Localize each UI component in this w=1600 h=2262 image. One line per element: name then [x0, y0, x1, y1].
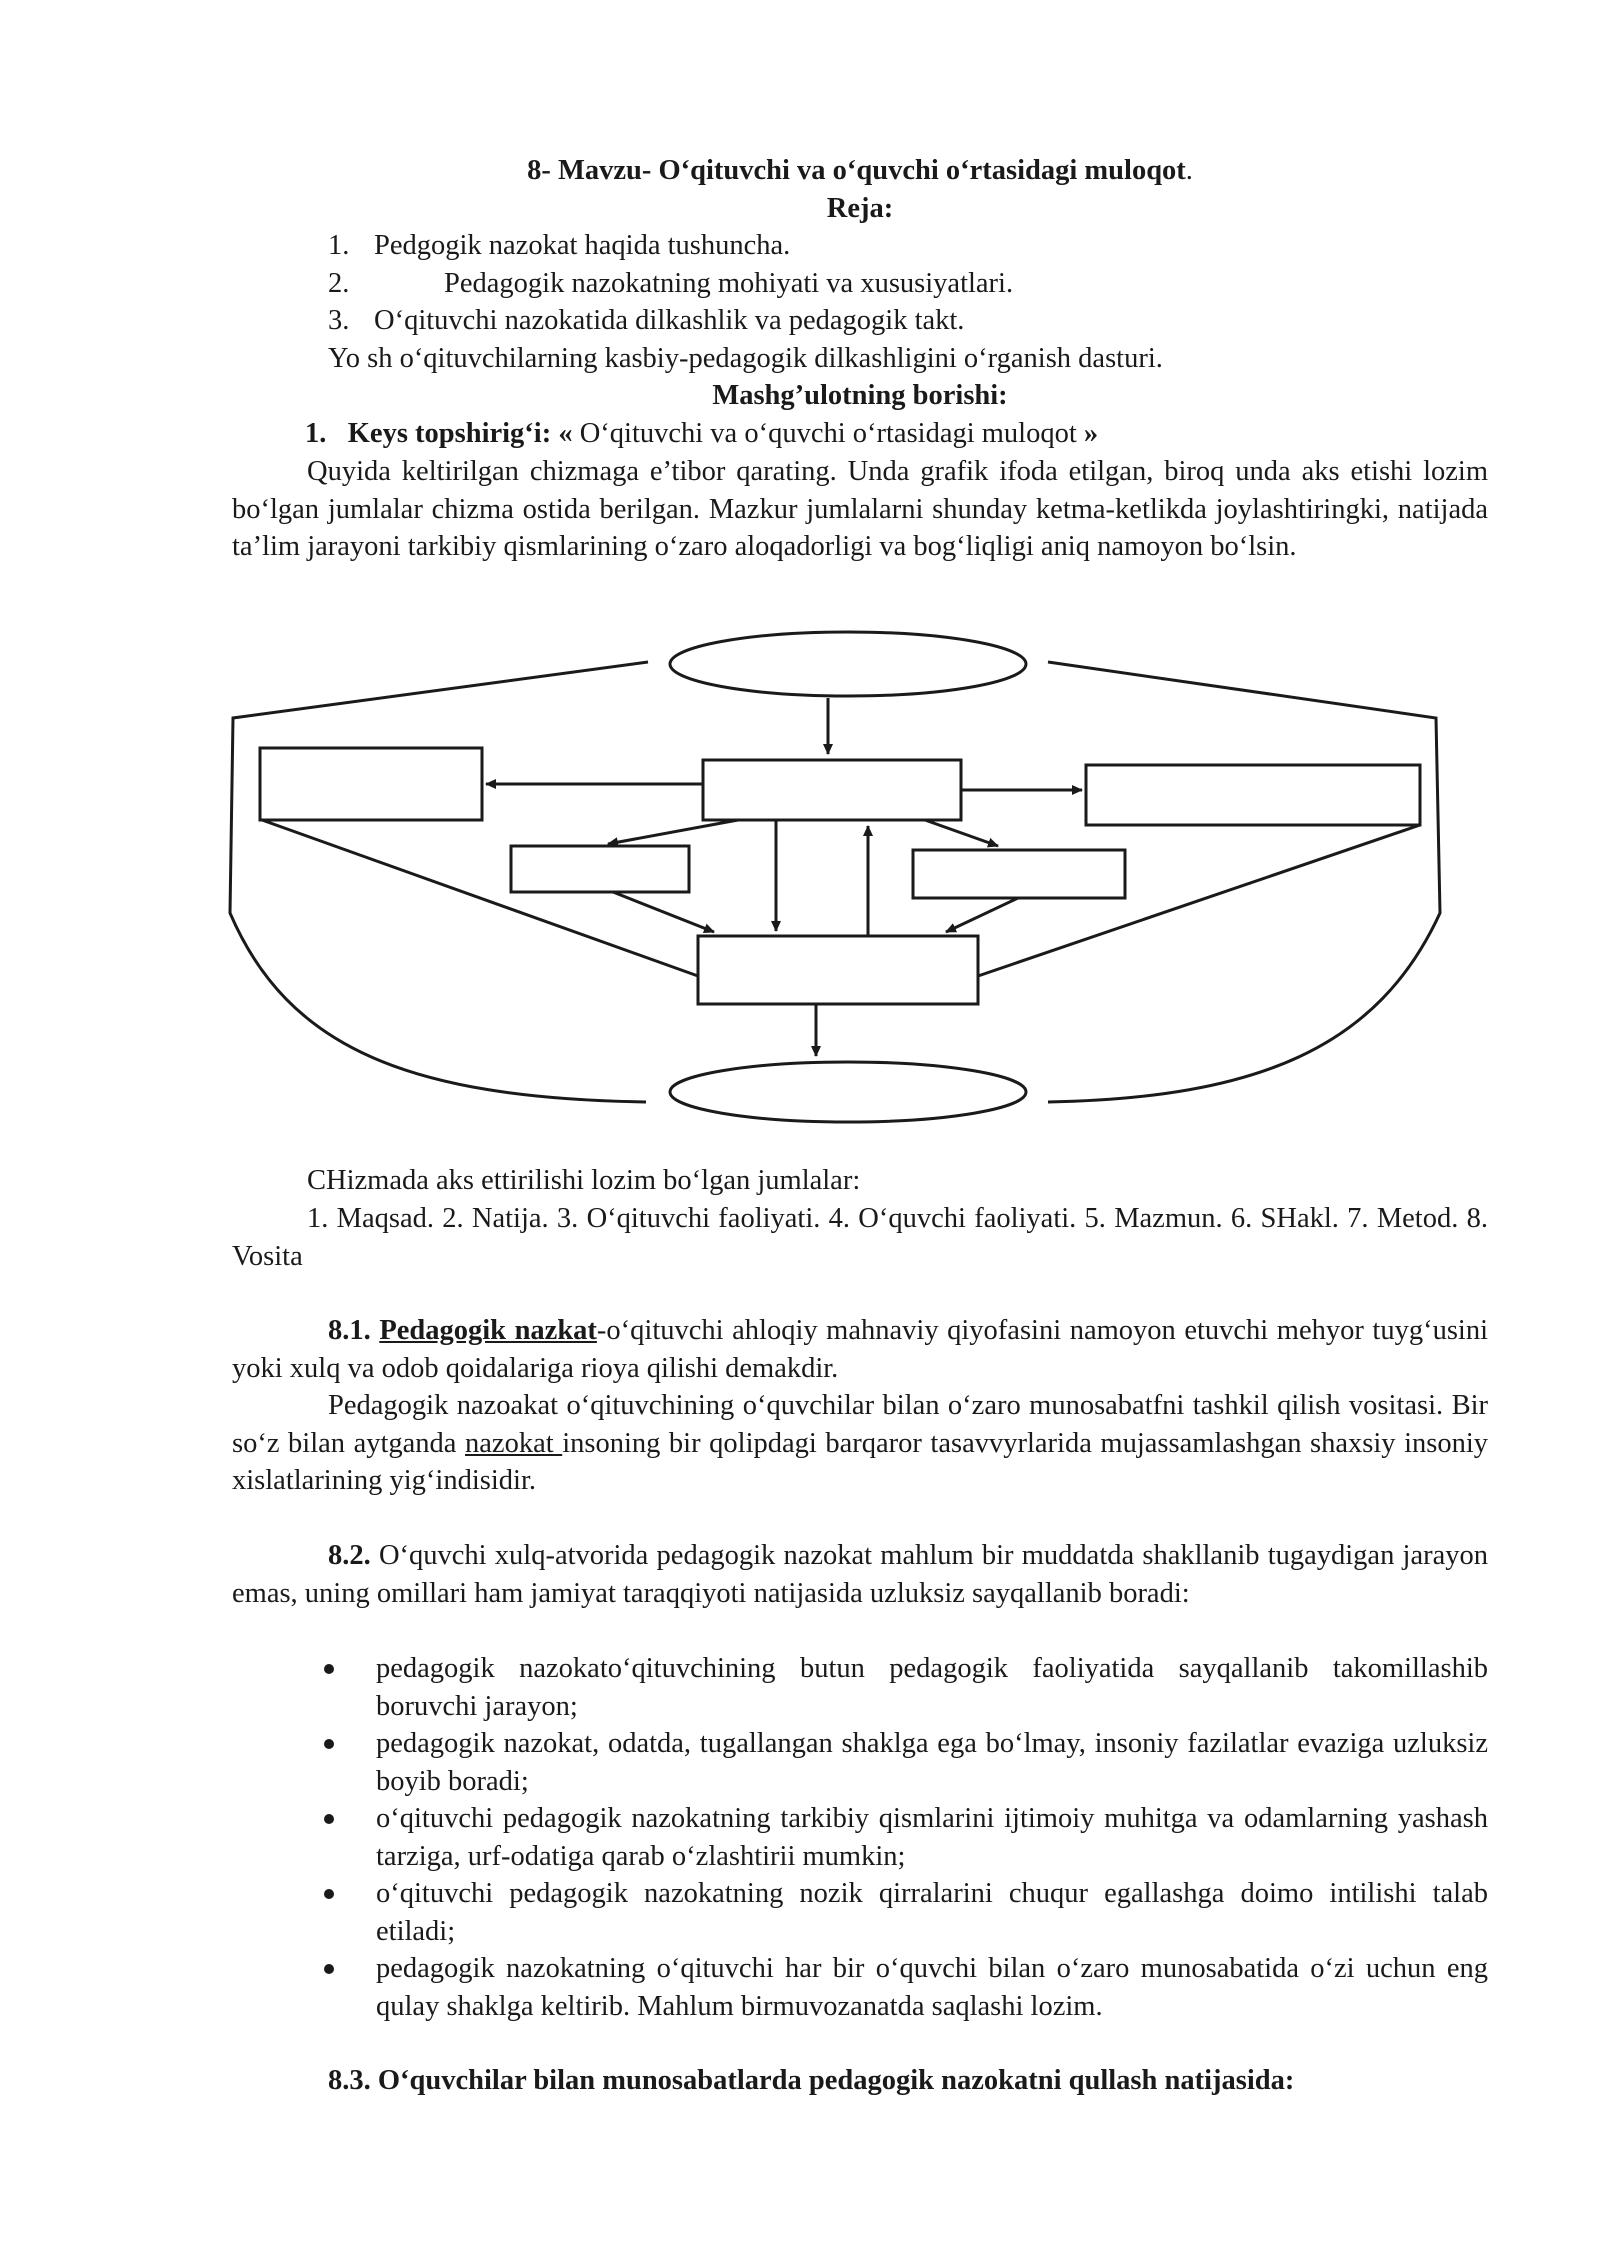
- left-small-box: [511, 846, 689, 892]
- list-item: o‘qituvchi pedagogik nazokatning tarkibiy qismlarini ijtimoiy muhitga va odamlarning yashash tarziga, urf-odatiga qarab o‘zlashtirii mumkin;: [232, 1800, 1488, 1875]
- plan-item: 2. Pedagogik nazokatning mohiyati va xususiyatlari.: [328, 267, 1014, 299]
- phrases-list: 1. Maqsad. 2. Natija. 3. O‘qituvchi faoliyati. 4. O‘quvchi faoliyati. 5. Mazmun. 6. SHakl. 7. Metod. 8. Vosita: [232, 1203, 1488, 1272]
- case-task: 1. Keys topshirig‘i: « O‘qituvchi va o‘quvchi o‘rtasidagi muloqot »: [305, 418, 1099, 449]
- connector-line: [978, 825, 1420, 976]
- phrases-heading: CHizmada aks ettirilishi lozim bo‘lgan jumlalar:: [307, 1165, 861, 1196]
- list-item: pedagogik nazokatning o‘qituvchi har bir o‘quvchi bilan o‘zaro munosabatida o‘zi uchun eng qulay shaklga keltirib. Mahlum birmuvozanatda saqlashi lozim.: [232, 1950, 1488, 2025]
- section-8-2-list: [232, 1650, 1488, 2025]
- bullet-icon: [324, 1664, 334, 1674]
- section-8-1: 8.1. Pedagogik nazkat-o‘qituvchi ahloqiy mahnaviy qiyofasini namoyon etuvchi mehyor tuyg‘usini yoki xulq va odob qoidalariga rioya qilishi demakdir.: [232, 1315, 1489, 1384]
- bullet-icon: [324, 1889, 334, 1899]
- bullet-icon: [324, 1739, 334, 1749]
- list-item: pedagogik nazokato‘qituvchining butun pedagogik faoliyatida sayqallanib takomillashib boruvchi jarayon;: [232, 1650, 1488, 1725]
- arrow: [613, 892, 714, 932]
- arrow: [608, 820, 738, 844]
- list-item: pedagogik nazokat, odatda, tugallangan shaklga ega bo‘lmay, insoniy fazilatlar evaziga uzluksiz boyib boradi;: [232, 1725, 1488, 1800]
- bullet-icon: [324, 1964, 334, 1974]
- bullet-icon: [324, 1814, 334, 1824]
- outer-frame-right: [1048, 662, 1440, 1102]
- bottom-ellipse: [670, 1062, 1026, 1122]
- plan-list: [232, 227, 1488, 377]
- left-box: [260, 748, 482, 820]
- center-top-box: [703, 760, 961, 820]
- center-bottom-box: [698, 936, 978, 1004]
- page-title: 8- Mavzu- O‘qituvchi va o‘quvchi o‘rtasidagi muloqot.: [527, 155, 1193, 186]
- right-small-box: [913, 850, 1125, 898]
- section-8-3-heading: 8.3. O‘quvchilar bilan munosabatlarda pedagogik nazokatni qullash natijasida:: [328, 2065, 1295, 2096]
- plan-extra: Yo sh o‘qituvchilarning kasbiy-pedagogik dilkashligini o‘rganish dasturi.: [328, 342, 1163, 374]
- section-8-2: 8.2. O‘quvchi xulq-atvorida pedagogik nazokat mahlum bir muddatda shakllanib tugaydigan jarayon emas, uning omillari ham jamiyat taraqqiyoti natijasida uzluksiz sayqallanib boradi:: [232, 1540, 1488, 1609]
- plan-item: 1. Pedgogik nazokat haqida tushuncha.: [328, 230, 791, 261]
- lesson-heading: Mashg’ulotning borishi:: [712, 380, 1008, 411]
- arrow: [925, 820, 998, 846]
- section-8-1-body: Pedagogik nazoakat o‘qituvchining o‘quvchilar bilan o‘zaro munosabatfni tashkil qilish vositasi. Bir so‘z bilan aytganda nazokat insoning bir qolipdagi barqaror tasavvyrlarida mujassamlashgan shaxsiy insoniy xislatlarining yig‘indisidir.: [232, 1390, 1489, 1496]
- right-box: [1086, 765, 1420, 825]
- plan-heading: Reja:: [826, 193, 894, 224]
- case-intro: Quyida keltirilgan chizmaga e’tibor qarating. Unda grafik ifoda etilgan, biroq unda aks etishi lozim bo‘lgan jumlalar chizma ostida berilgan. Mazkur jumlalarni shunday ketma-ketlikda joylashtiringki, natijada ta’lim jarayoni tarkibiy qismlarining o‘zaro aloqadorligi va bog‘liqligi aniq namoyon bo‘lsin.: [232, 456, 1488, 562]
- plan-item: 3. O‘qituvchi nazokatida dilkashlik va pedagogik takt.: [328, 305, 965, 336]
- list-item: o‘qituvchi pedagogik nazokatning nozik qirralarini chuqur egallashga doimo intilishi talab etiladi;: [232, 1875, 1488, 1950]
- flow-diagram: [228, 628, 1460, 1128]
- arrow: [946, 898, 1018, 932]
- top-ellipse: [670, 632, 1026, 696]
- connector-line: [262, 820, 698, 976]
